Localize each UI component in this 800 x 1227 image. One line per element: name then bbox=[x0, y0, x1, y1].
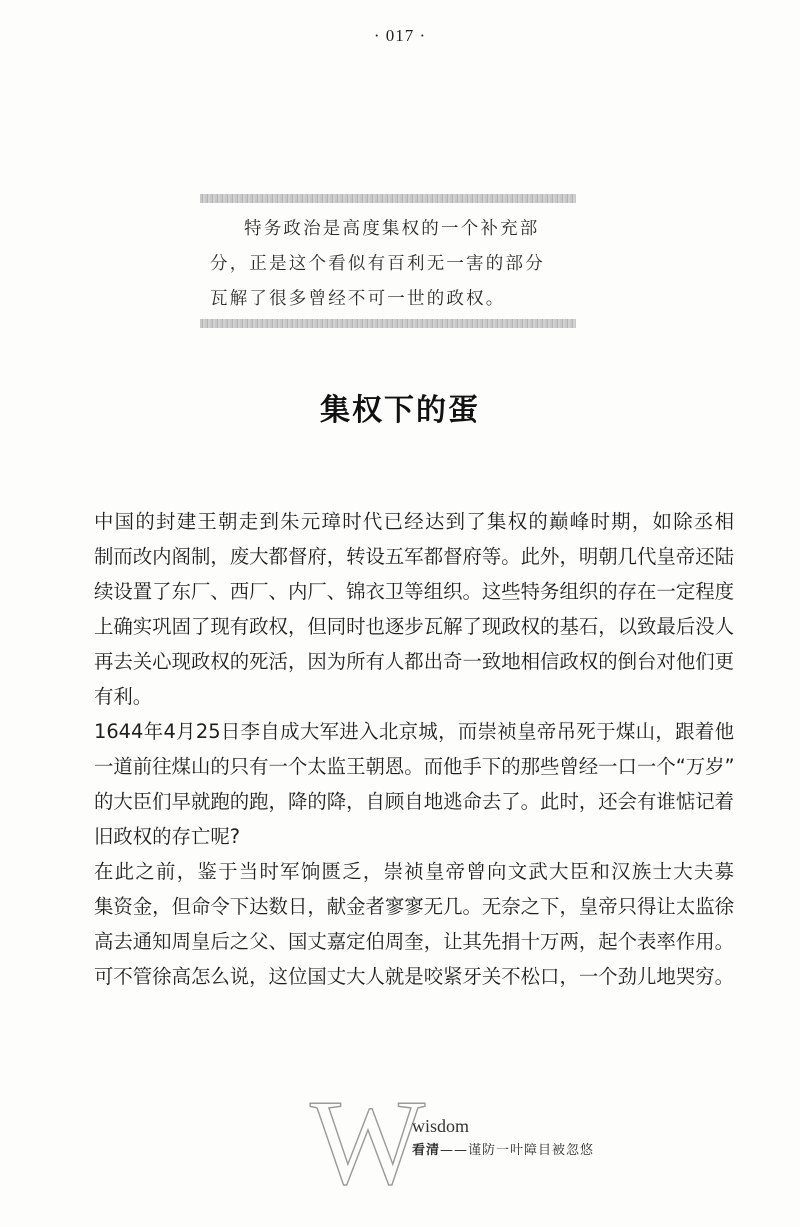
page-number: · 017 · bbox=[373, 26, 427, 45]
footer-caption-lead: 看清 bbox=[412, 1143, 441, 1158]
footer-word: wisdom bbox=[412, 1116, 470, 1136]
paragraph-line: 可不管徐高怎么说，这位国丈大人就是咬紧牙关不松口，一个劲儿地哭穷。 bbox=[94, 965, 734, 988]
paragraph-line: 有利。 bbox=[94, 685, 153, 708]
paragraph-line: 续设置了东厂、西厂、内厂、锦衣卫等组织。这些特务组织的存在一定程度 bbox=[94, 580, 734, 603]
quote-top-border bbox=[200, 194, 576, 203]
paragraph-line: 高去通知周皇后之父、国丈嘉定伯周奎，让其先捐十万两，起个表率作用。 bbox=[94, 930, 734, 953]
article-body bbox=[94, 504, 734, 994]
paragraph-line: 的大臣们早就跑的跑，降的降，自顾自地逃命去了。此时，还会有谁惦记着 bbox=[94, 790, 734, 813]
paragraph-line: 旧政权的存亡呢? bbox=[94, 825, 241, 848]
pull-quote bbox=[200, 194, 576, 328]
paragraph-line: 上确实巩固了现有政权，但同时也逐步瓦解了现政权的基石，以致最后没人 bbox=[94, 615, 734, 638]
paragraph-line: 制而改内阁制，废大都督府，转设五军都督府等。此外，明朝几代皇帝还陆 bbox=[94, 545, 734, 568]
quote-line: 分，正是这个看似有百利无一害的部分 bbox=[210, 254, 545, 274]
quote-line: 瓦解了很多曾经不可一世的政权。 bbox=[210, 289, 506, 309]
quote-bottom-border bbox=[200, 319, 576, 328]
paragraph-line: 一道前往煤山的只有一个太监王朝恩。而他手下的那些曾经一口一个“万岁” bbox=[94, 755, 735, 778]
footer-caption bbox=[412, 1139, 594, 1158]
article-title: 集权下的蛋 bbox=[320, 393, 480, 428]
footer-logo bbox=[310, 1075, 640, 1210]
paragraph-line: 中国的封建王朝走到朱元璋时代已经达到了集权的巅峰时期，如除丞相 bbox=[94, 510, 734, 533]
quote-line: 特务政治是高度集权的一个补充部 bbox=[244, 219, 540, 239]
quote-text bbox=[210, 212, 570, 317]
paragraph-line: 再去关心现政权的死活，因为所有人都出奇一致地相信政权的倒台对他们更 bbox=[94, 650, 734, 673]
paragraph-line: 集资金，但命令下达数日，献金者寥寥无几。无奈之下，皇帝只得让太监徐 bbox=[94, 895, 734, 918]
paragraph-line: 1644年4月25日李自成大军进入北京城，而崇祯皇帝吊死于煤山，跟着他 bbox=[94, 720, 734, 743]
footer-caption-rest: ——谨防一叶障目被忽悠 bbox=[440, 1143, 595, 1158]
wisdom-w-logo: W bbox=[310, 1075, 416, 1210]
paragraph-line: 在此之前，鉴于当时军饷匮乏，崇祯皇帝曾向文武大臣和汉族士大夫募 bbox=[94, 860, 734, 883]
